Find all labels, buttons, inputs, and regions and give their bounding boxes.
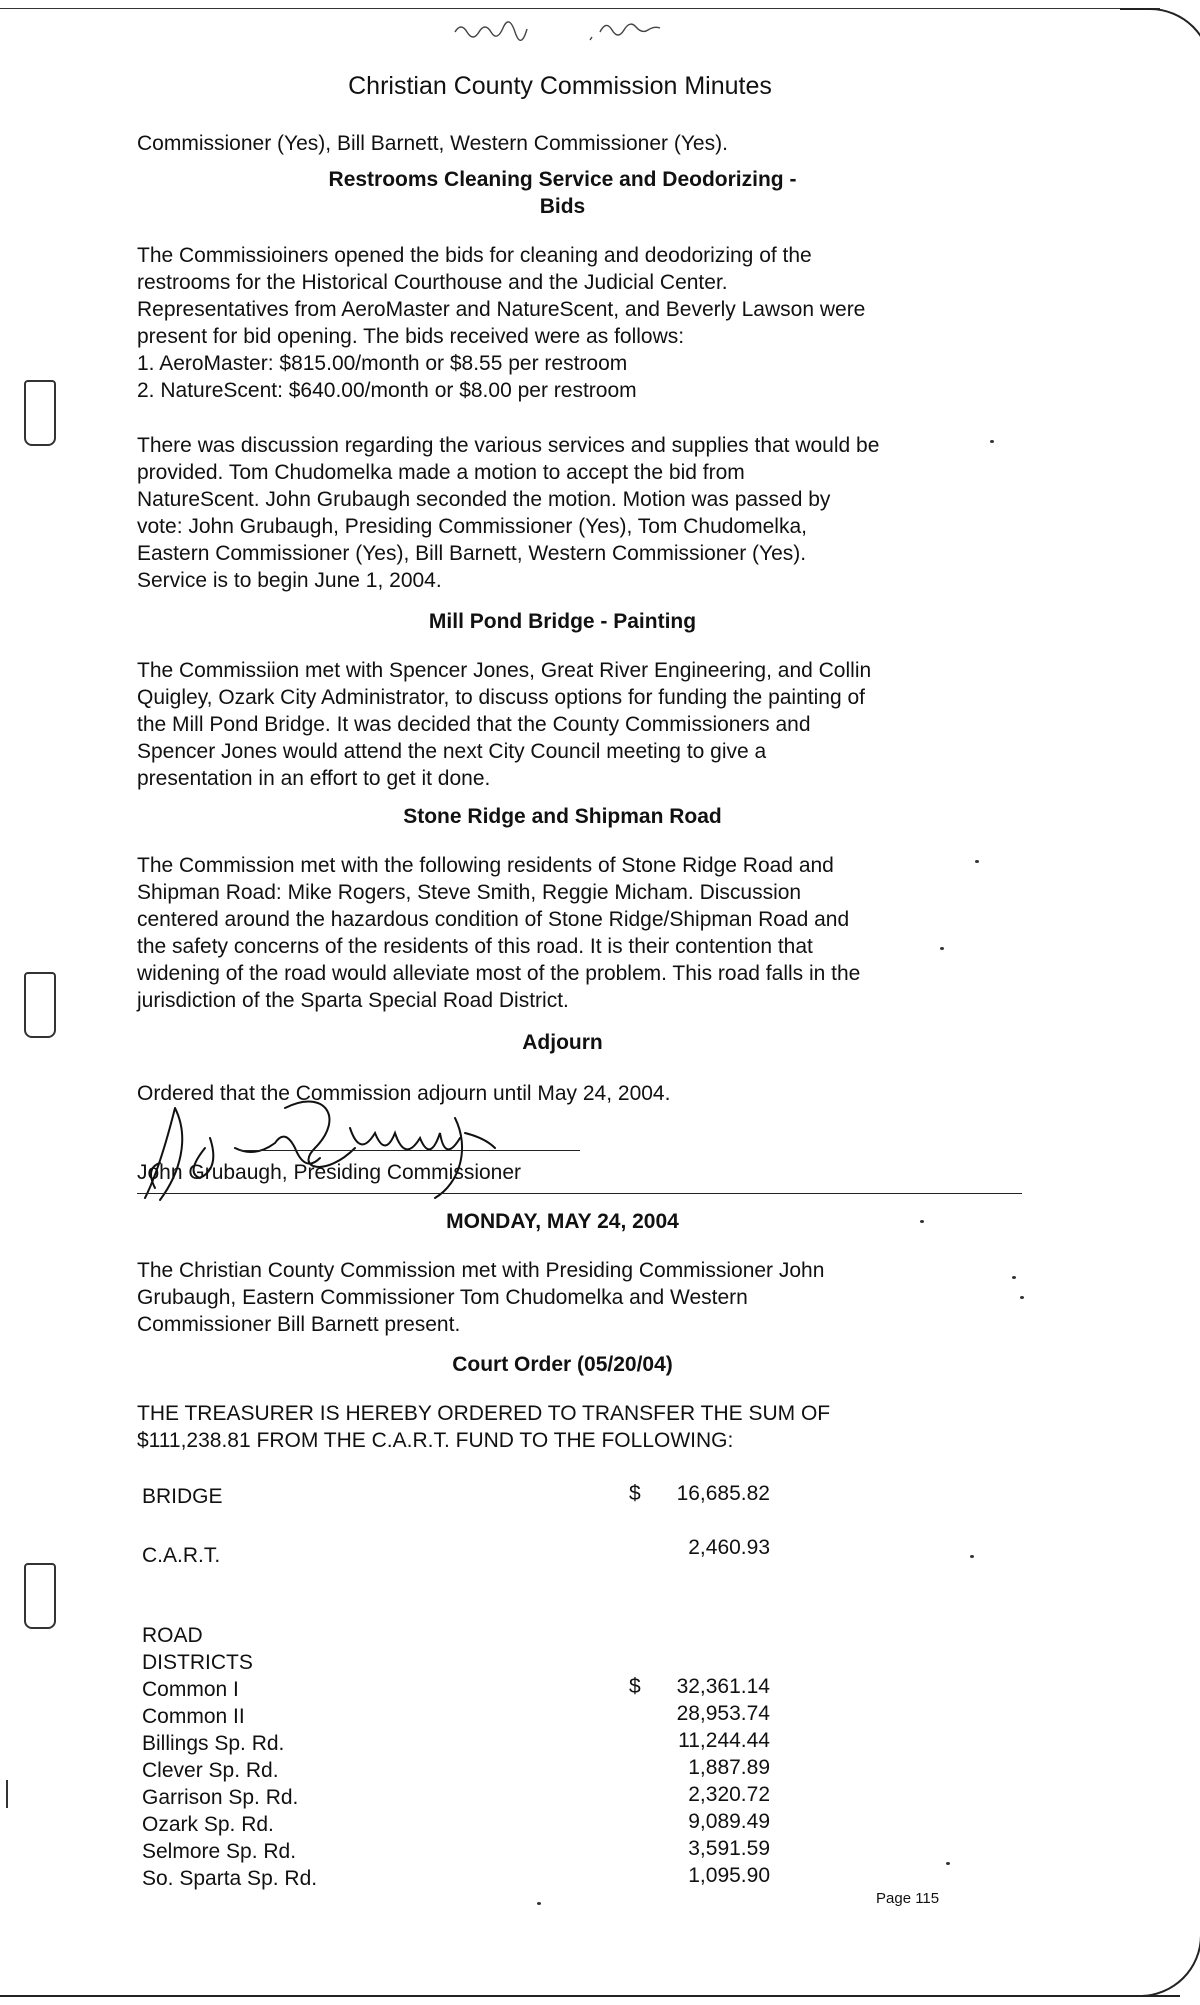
paragraph-line: Service is to begin June 1, 2004. <box>137 569 442 592</box>
handwritten-signature <box>135 1088 1035 1208</box>
signature-caption: John Grubaugh, Presiding Commissioner <box>137 1161 522 1184</box>
court-order-text: $111,238.81 FROM THE C.A.R.T. FUND TO THE FOLLOWING: <box>137 1429 734 1452</box>
fund-label-bridge: BRIDGE <box>142 1485 223 1508</box>
district-amount: 28,953.74 <box>676 1702 770 1725</box>
section-divider <box>137 1193 1022 1194</box>
section-heading-adjourn: Adjourn <box>522 1031 603 1054</box>
scan-speck <box>1012 1276 1016 1279</box>
paragraph-line: Spencer Jones would attend the next City Council meeting to give a <box>137 740 767 763</box>
district-name: Billings Sp. Rd. <box>142 1732 285 1755</box>
paragraph-line: Grubaugh, Eastern Commissioner Tom Chudomelka and Western <box>137 1286 748 1309</box>
court-order-text: THE TREASURER IS HEREBY ORDERED TO TRANSFER THE SUM OF <box>137 1402 831 1425</box>
paragraph-line: The Commission met with the following residents of Stone Ridge Road and <box>137 854 834 877</box>
district-amount: 32,361.14 <box>676 1675 770 1698</box>
carryover-line: Commissioner (Yes), Bill Barnett, Western Commissioner (Yes). <box>137 132 728 155</box>
amount-value: 16,685.82 <box>676 1482 770 1505</box>
section-heading-stone-ridge: Stone Ridge and Shipman Road <box>403 805 722 828</box>
signature-line <box>240 1150 580 1151</box>
district-name: Selmore Sp. Rd. <box>142 1840 297 1863</box>
fund-amount-bridge <box>620 1481 770 1507</box>
paragraph-line: widening of the road would alleviate most of the problem. This road falls in the <box>137 962 861 985</box>
section-heading-court-order: Court Order (05/20/04) <box>452 1353 673 1376</box>
section-heading-mill-pond: Mill Pond Bridge - Painting <box>428 610 697 633</box>
paragraph-line: Commissioner Bill Barnett present. <box>137 1313 461 1336</box>
paragraph-line: the safety concerns of the residents of this road. It is their contention that <box>137 935 813 958</box>
currency-symbol: $ <box>629 1482 641 1505</box>
district-amount: 1,887.89 <box>688 1756 770 1779</box>
district-amount: 3,591.59 <box>688 1837 770 1860</box>
fund-label-cart: C.A.R.T. <box>142 1544 221 1567</box>
section-heading-restrooms: Restrooms Cleaning Service and Deodorizing - <box>328 168 797 191</box>
scan-corner-bottom-right <box>1140 1920 1200 1997</box>
paragraph-line: Representatives from AeroMaster and NatureScent, and Beverly Lawson were <box>137 298 866 321</box>
paragraph-line: present for bid opening. The bids received were as follows: <box>137 325 685 348</box>
document-title: Christian County Commission Minutes <box>348 72 772 100</box>
adjourn-order: Ordered that the Commission adjourn until May 24, 2004. <box>137 1082 671 1105</box>
paragraph-line: vote: John Grubaugh, Presiding Commissioner (Yes), Tom Chudomelka, <box>137 515 807 538</box>
binder-hole-2 <box>24 972 56 1038</box>
paragraph-line: NatureScent. John Grubaugh seconded the motion. Motion was passed by <box>137 488 831 511</box>
fund-label-districts: DISTRICTS <box>142 1651 253 1674</box>
scan-speck <box>975 860 979 863</box>
paragraph-line: the Mill Pond Bridge. It was decided that the County Commissioners and <box>137 713 811 736</box>
district-name: Clever Sp. Rd. <box>142 1759 279 1782</box>
paragraph-line: jurisdiction of the Sparta Special Road District. <box>137 989 569 1012</box>
paragraph-line: Quigley, Ozark City Administrator, to discuss options for funding the painting of <box>137 686 865 709</box>
binder-hole-3 <box>24 1563 56 1629</box>
district-name: Ozark Sp. Rd. <box>142 1813 274 1836</box>
district-name: Common I <box>142 1678 239 1701</box>
fund-amount-cart: 2,460.93 <box>688 1536 770 1559</box>
page-number: Page 115 <box>876 1890 940 1907</box>
bid-item: 1. AeroMaster: $815.00/month or $8.55 per restroom <box>137 352 628 375</box>
district-name: So. Sparta Sp. Rd. <box>142 1867 318 1890</box>
scan-speck <box>970 1555 974 1558</box>
section-heading-restrooms-cont: Bids <box>539 195 586 218</box>
paragraph-line: Shipman Road: Mike Rogers, Steve Smith, Reggie Micham. Discussion <box>137 881 802 904</box>
faded-stamp-graphic <box>450 10 710 45</box>
paragraph-line: There was discussion regarding the various services and supplies that would be <box>137 434 880 457</box>
fund-label-road: ROAD <box>142 1624 203 1647</box>
section-heading-monday: MONDAY, MAY 24, 2004 <box>446 1210 679 1233</box>
paragraph-line: centered around the hazardous condition of Stone Ridge/Shipman Road and <box>137 908 850 931</box>
paragraph-line: The Christian County Commission met with Presiding Commissioner John <box>137 1259 825 1282</box>
scan-edge-bottom <box>0 1995 1180 1997</box>
bid-item: 2. NatureScent: $640.00/month or $8.00 per restroom <box>137 379 637 402</box>
currency-symbol: $ <box>629 1675 641 1698</box>
scan-speck <box>990 440 994 443</box>
paragraph-line: Eastern Commissioner (Yes), Bill Barnett, Western Commissioner (Yes). <box>137 542 807 565</box>
district-amount: 2,320.72 <box>688 1783 770 1806</box>
scan-speck <box>940 947 944 950</box>
district-amount: 1,095.90 <box>688 1864 770 1887</box>
scan-speck <box>946 1862 950 1865</box>
scan-edge-top <box>0 8 1160 9</box>
paragraph-line: The Commissioiners opened the bids for cleaning and deodorizing of the <box>137 244 812 267</box>
district-name: Common II <box>142 1705 245 1728</box>
paragraph-line: provided. Tom Chudomelka made a motion to accept the bid from <box>137 461 745 484</box>
binder-hole-1 <box>24 380 56 446</box>
margin-mark <box>6 1780 8 1808</box>
paragraph-line: restrooms for the Historical Courthouse and the Judicial Center. <box>137 271 728 294</box>
paragraph-line: presentation in an effort to get it done. <box>137 767 491 790</box>
district-amount: 9,089.49 <box>688 1810 770 1833</box>
district-name: Garrison Sp. Rd. <box>142 1786 299 1809</box>
scan-corner-top-right <box>1120 8 1200 70</box>
scan-speck <box>537 1902 541 1905</box>
district-amount: 11,244.44 <box>678 1729 770 1752</box>
scan-speck <box>1020 1296 1024 1299</box>
paragraph-line: The Commissiion met with Spencer Jones, Great River Engineering, and Collin <box>137 659 872 682</box>
